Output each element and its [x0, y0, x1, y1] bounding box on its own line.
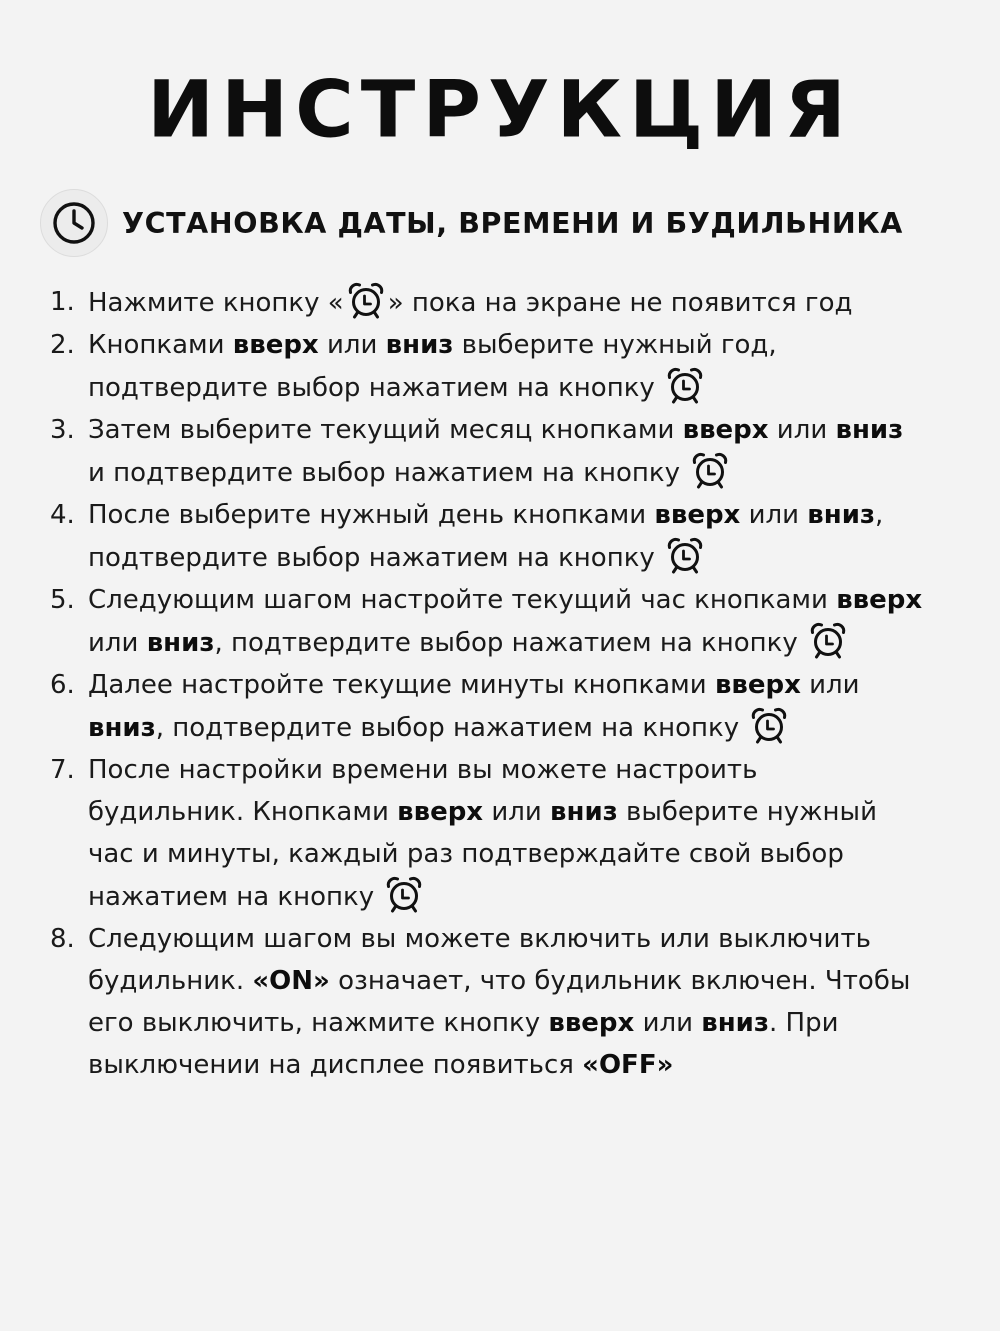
step-text [88, 409, 980, 494]
step-line [88, 324, 980, 366]
step-8 [50, 918, 980, 1086]
step-number: 4. [50, 500, 75, 530]
step-6 [50, 664, 980, 749]
step-line [88, 409, 980, 451]
step-line [88, 833, 980, 875]
step-text-segment: нажатием на кнопку [88, 882, 383, 912]
step-text-segment: или [740, 500, 808, 530]
button-name: вниз [146, 628, 215, 658]
step-5 [50, 579, 980, 664]
button-name: «ON» [252, 966, 330, 996]
step-text-segment: После выберите нужный день кнопками [88, 500, 655, 530]
step-text-segment: Следующим шагом вы можете включить или выключить [88, 924, 871, 954]
step-number: 6. [50, 670, 75, 700]
step-text-segment: будильник. Кнопками [88, 797, 398, 827]
instruction-steps [50, 281, 980, 1086]
button-name: вверх [654, 500, 741, 530]
step-text-segment: » пока на экране не появится год [387, 288, 853, 318]
alarm-clock-icon [749, 706, 789, 746]
step-text [88, 579, 980, 664]
step-7 [50, 749, 980, 918]
button-name: вверх [232, 330, 319, 360]
alarm-clock-icon [384, 875, 424, 915]
step-text [88, 281, 980, 324]
button-name: вниз [835, 415, 904, 445]
step-line [88, 366, 980, 409]
step-number: 1. [50, 287, 75, 317]
step-number: 7. [50, 755, 75, 785]
clock-icon [40, 189, 108, 257]
step-text-segment: Кнопками [88, 330, 233, 360]
step-text-segment: Затем выберите текущий месяц кнопками [88, 415, 683, 445]
button-name: вверх [836, 585, 923, 615]
step-number: 3. [50, 415, 75, 445]
step-text [88, 494, 980, 579]
button-name: вверх [397, 797, 484, 827]
step-text-segment: подтвердите выбор нажатием на кнопку [88, 373, 664, 403]
alarm-clock-icon [665, 366, 705, 406]
step-text-segment: или [88, 628, 147, 658]
step-number: 5. [50, 585, 75, 615]
step-number: 8. [50, 924, 75, 954]
step-text-segment: будильник. [88, 966, 253, 996]
step-text-segment: выключении на дисплее появиться [88, 1050, 583, 1080]
step-line [88, 451, 980, 494]
step-line [88, 664, 980, 706]
alarm-clock-icon [346, 281, 386, 321]
step-text-segment: выберите нужный [617, 797, 877, 827]
alarm-clock-icon [808, 621, 848, 661]
step-text-segment: , подтвердите выбор нажатием на кнопку [155, 713, 748, 743]
step-3 [50, 409, 980, 494]
step-text-segment: подтвердите выбор нажатием на кнопку [88, 543, 664, 573]
step-1 [50, 281, 980, 324]
step-text-segment: После настройки времени вы можете настроить [88, 755, 758, 785]
section-header [40, 188, 980, 258]
step-line [88, 749, 980, 791]
alarm-clock-icon [690, 451, 730, 491]
step-line [88, 918, 980, 960]
step-text [88, 749, 980, 918]
step-text-segment: или [800, 670, 860, 700]
button-name: вверх [548, 1008, 635, 1038]
step-text-segment: Следующим шагом настройте текущий час кнопками [88, 585, 837, 615]
step-line [88, 281, 980, 324]
button-name: вниз [550, 797, 618, 827]
step-text [88, 918, 980, 1086]
step-text-segment: Нажмите кнопку « [88, 288, 344, 318]
step-line [88, 494, 980, 536]
step-line [88, 1044, 980, 1086]
button-name: вниз [807, 500, 876, 530]
step-4 [50, 494, 980, 579]
step-line [88, 579, 980, 621]
button-name: вниз [385, 330, 454, 360]
button-name: вверх [682, 415, 769, 445]
step-text-segment: и подтвердите выбор нажатием на кнопку [88, 458, 689, 488]
step-line [88, 960, 980, 1002]
button-name: вверх [714, 670, 801, 700]
step-text-segment: означает, что будильник включен. Чтобы [329, 966, 911, 996]
step-text-segment: его выключить, нажмите кнопку [88, 1008, 549, 1038]
step-line [88, 621, 980, 664]
step-text-segment: , подтвердите выбор нажатием на кнопку [214, 628, 807, 658]
button-name: «OFF» [582, 1050, 674, 1080]
step-text-segment: или [483, 797, 551, 827]
step-line [88, 536, 980, 579]
alarm-clock-icon [665, 536, 705, 576]
page-title: ИНСТРУКЦИЯ [147, 63, 853, 156]
step-text-segment: выберите нужный год, [453, 330, 777, 360]
step-text-segment: или [634, 1008, 702, 1038]
step-text-segment: или [768, 415, 836, 445]
step-line [88, 706, 980, 749]
step-text-segment: Далее настройте текущие минуты кнопками [88, 670, 715, 700]
button-name: вниз [88, 713, 156, 743]
step-text-segment: час и минуты, каждый раз подтверждайте свой выбор [88, 839, 844, 869]
step-text-segment: , [875, 500, 884, 530]
step-line [88, 1002, 980, 1044]
step-text-segment: . При [769, 1008, 839, 1038]
step-2 [50, 324, 980, 409]
step-number: 2. [50, 330, 75, 360]
button-name: вниз [701, 1008, 770, 1038]
step-text [88, 664, 980, 749]
step-text-segment: или [318, 330, 386, 360]
step-text [88, 324, 980, 409]
step-line [88, 791, 980, 833]
step-line [88, 875, 980, 918]
section-title: УСТАНОВКА ДАТЫ, ВРЕМЕНИ И БУДИЛЬНИКА [122, 206, 903, 240]
